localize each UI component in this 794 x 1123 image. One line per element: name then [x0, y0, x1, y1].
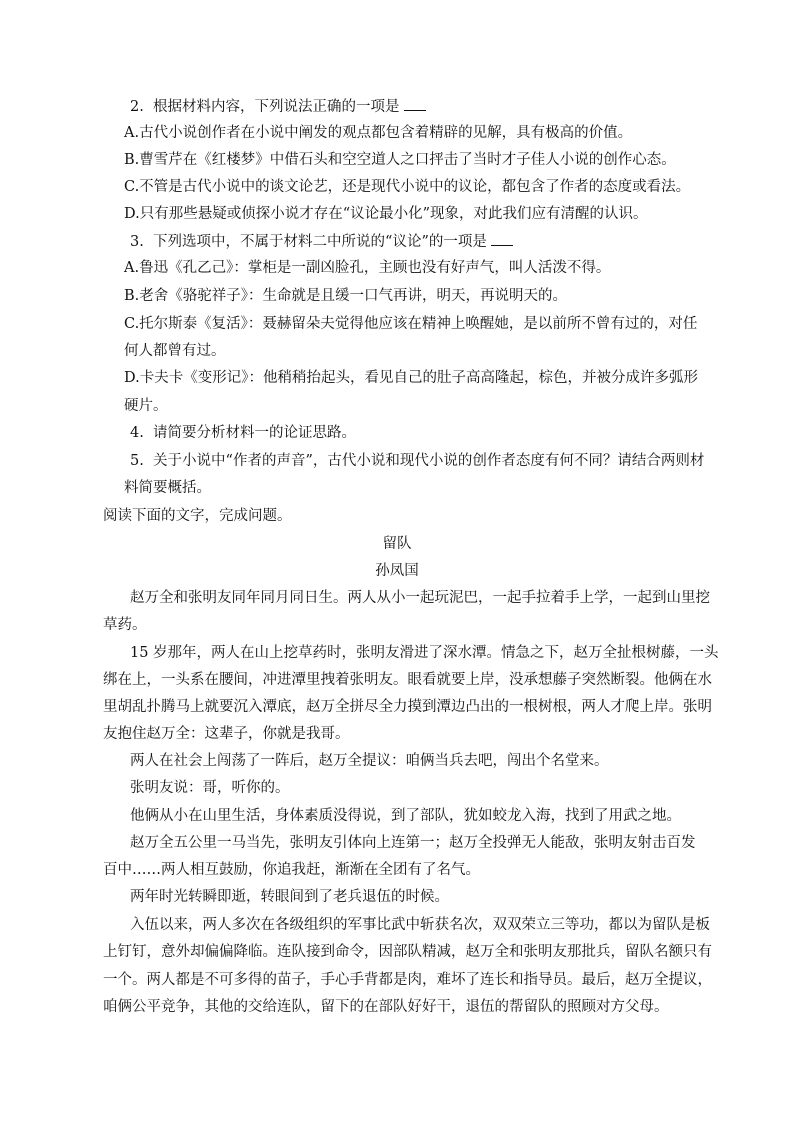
paragraph-7: 两年时光转瞬即逝，转眼间到了老兵退伍的时候。	[130, 889, 449, 905]
question-3-option-a: A.鲁迅《孔乙己》：掌柜是一副凶脸孔，主顾也没有好声气，叫人活泼不得。	[124, 260, 611, 276]
paragraph-6-line1: 赵万全五公里一马当先，张明友引体向上连第一；赵万全投弹无人能敌，张明友射击百发	[130, 835, 696, 851]
reading-instruction: 阅读下面的文字，完成问题。	[103, 508, 292, 524]
paragraph-8-line2: 上钉钉，意外却偏偏降临。连队接到命令，因部队精减，赵万全和张明友那批兵，留队名额只有	[103, 944, 712, 960]
paragraph-1-line1: 赵万全和张明友同年同月同日生。两人从小一起玩泥巴，一起手拉着手上学，一起到山里挖	[130, 590, 710, 606]
answer-blank	[404, 96, 426, 111]
question-3-option-b: B.老舍《骆驼祥子》：生命就是且缓一口气再讲，明天，再说明天的。	[124, 288, 568, 304]
paragraph-8-line3: 一个。两人都是不可多得的苗子，手心手背都是肉，难坏了连长和指导员。最后，赵万全提议，	[103, 972, 712, 988]
paragraph-8-line4: 咱俩公平竞争，其他的交给连队，留下的在部队好好干，退伍的帮留队的照顾对方父母。	[103, 999, 669, 1015]
question-2-stem-text: 2. 根据材料内容，下列说法正确的一项是	[130, 99, 400, 115]
question-5-line2: 料简要概括。	[124, 480, 211, 496]
question-2-option-d: D.只有那些悬疑或侦探小说才存在“议论最小化”现象，对此我们应有清醒的认识。	[124, 206, 648, 222]
question-3-option-d-line1: D.卡夫卡《变形记》：他稍稍抬起头，看见自己的肚子高高隆起，棕色，并被分成许多弧形	[124, 370, 698, 386]
paragraph-2-line3: 里胡乱扑腾马上就要沉入潭底，赵万全拼尽全力摸到潭边凸出的一根树根，两人才爬上岸。张明	[103, 699, 712, 715]
question-5-line1: 5. 关于小说中“作者的声音”，古代小说和现代小说的创作者态度有何不同？请结合两则材	[130, 453, 705, 469]
answer-blank	[491, 231, 513, 246]
paragraph-2-line1: 15 岁那年，两人在山上挖草药时，张明友滑进了深水潭。情急之下，赵万全扯根树藤，一头	[130, 645, 719, 661]
question-2-option-c: C.不管是古代小说中的谈文论艺，还是现代小说中的议论，都包含了作者的态度或看法。	[124, 179, 691, 195]
paragraph-2-line4: 友抱住赵万全：这辈子，你就是我哥。	[103, 726, 350, 742]
question-2-stem	[130, 96, 426, 117]
question-3-option-d-line2: 硬片。	[124, 398, 168, 414]
question-3-stem-text: 3. 下列选项中，不属于材料二中所说的“议论”的一项是	[130, 234, 487, 250]
paragraph-3: 两人在社会上闯荡了一阵后，赵万全提议：咱俩当兵去吧，闯出个名堂来。	[130, 753, 609, 769]
question-3-stem	[130, 231, 513, 252]
story-title: 留队	[382, 536, 412, 552]
paragraph-1-line2: 草药。	[103, 617, 147, 633]
paragraph-4: 张明友说：哥，听你的。	[130, 780, 290, 796]
paragraph-5: 他俩从小在山里生活，身体素质没得说，到了部队，犹如蛟龙入海，找到了用武之地。	[130, 808, 681, 824]
question-3-option-c-line2: 何人都曾有过。	[124, 343, 226, 359]
paragraph-2-line2: 绑在上，一头系在腰间，冲进潭里拽着张明友。眼看就要上岸，没承想藤子突然断裂。他俩在水	[103, 672, 712, 688]
question-3-option-c-line1: C.托尔斯泰《复活》：聂赫留朵夫觉得他应该在精神上唤醒她，是以前所不曾有过的，对任	[124, 316, 698, 332]
story-author: 孙凤国	[375, 563, 419, 579]
paragraph-6-line2: 百中……两人相互鼓励，你追我赶，渐渐在全团有了名气。	[103, 862, 480, 878]
question-2-option-a: A.古代小说创作者在小说中阐发的观点都包含着精辟的见解，具有极高的价值。	[124, 125, 633, 141]
question-4: 4. 请简要分析材料一的论证思路。	[130, 425, 357, 441]
question-2-option-b: B.曹雪芹在《红楼梦》中借石头和空空道人之口抨击了当时才子佳人小说的创作心态。	[124, 152, 676, 168]
paragraph-8-line1: 入伍以来，两人多次在各级组织的军事比武中斩获名次，双双荣立三等功，都以为留队是板	[130, 917, 710, 933]
